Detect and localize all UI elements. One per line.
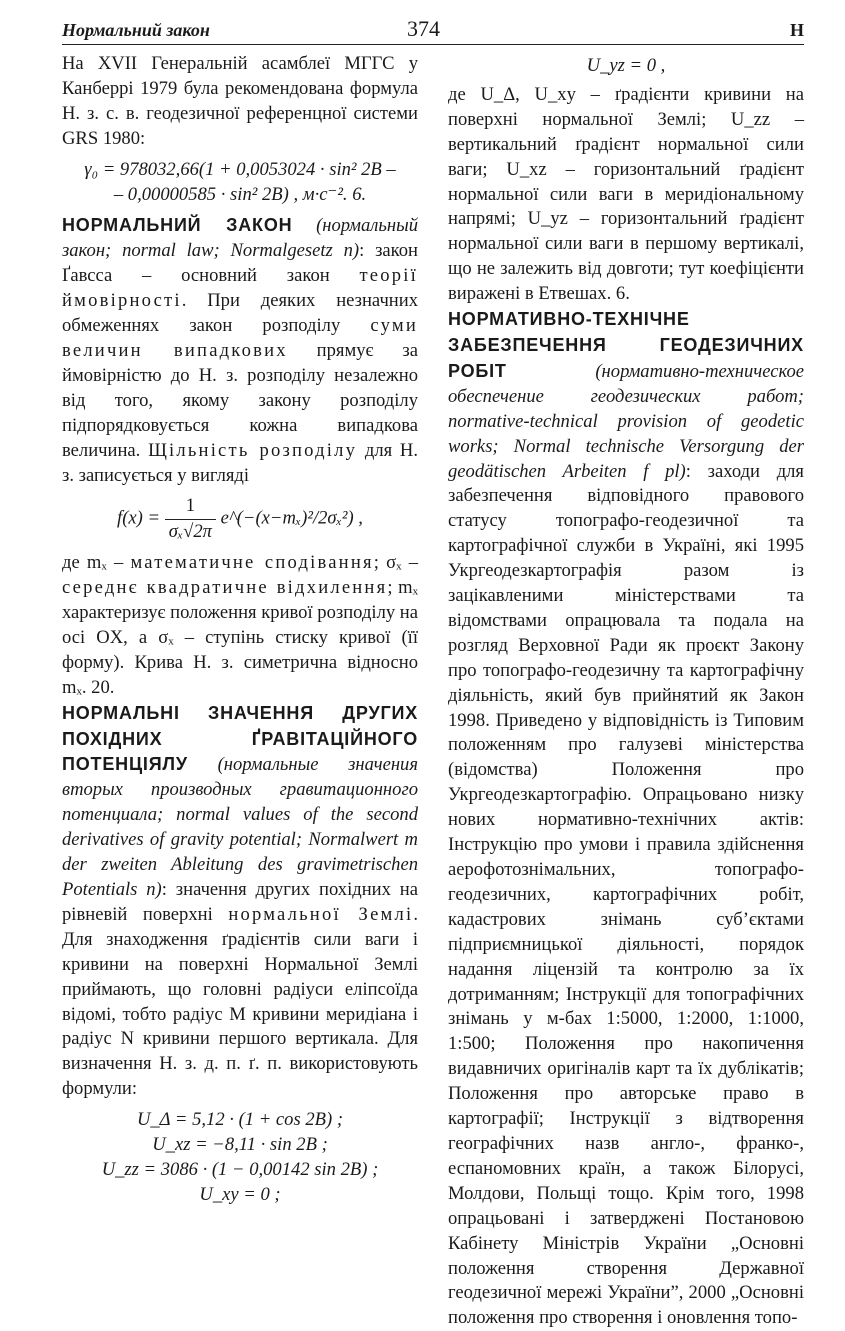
entry-normal-law: [62, 213, 418, 488]
density-formula-lhs: f(x) =: [117, 508, 161, 530]
gravity-formula-line-2: – 0,00000585 · sin² 2B) , м·с⁻². 6.: [113, 183, 367, 205]
fraction-numerator: 1: [165, 494, 216, 520]
density-formula-exponential: e^(−(x−mₓ)²/2σₓ²) ,: [220, 508, 363, 530]
entry-translations: (нормальный закон; normal law; Normalgesetz n): [62, 215, 418, 262]
entry-text: ; σₓ –: [373, 552, 418, 574]
density-formula: [62, 494, 418, 545]
formula-u-delta: U_Δ = 5,12 · (1 + cos 2B) ;: [136, 1109, 344, 1131]
running-header: [62, 14, 804, 45]
entry-term: НОРМАЛЬНИЙ ЗАКОН: [62, 215, 293, 236]
entry-text: . При деяких незначних обмеженнях закон розподілу: [62, 290, 418, 337]
entry-translations: (нормальные значения вторых производных гравитационного потенциала; normal values of the second derivatives of gravity potential; Normalwert m der zweiten Ableitung des gravimetrischen Potentials n): [62, 754, 418, 900]
formula-u-yz: U_yz = 0 ,: [586, 55, 666, 76]
entry-term: НОРМАЛЬНІ ЗНАЧЕННЯ ДРУГИХ ПОХІДНИХ ҐРАВІТАЦІЙНОГО ПОТЕНЦІЯЛУ: [62, 702, 418, 775]
density-fraction: [165, 494, 216, 545]
page-number: 374: [407, 16, 440, 41]
header-letter: Н: [789, 20, 804, 40]
entry-text: . Для знаходження ґрадієнтів сили ваги і кривини на поверхні Нормальної Землі приймають, що головні радіуси еліпсоїда відомі, тобто радіус M кривини меридіана і радіус N кривини першого вертикала. Для визначення Н. з. д. п. ґ. п. використовують формули:: [62, 903, 418, 1100]
entry-term: НОРМАТИВНО-ТЕХНІЧНЕ ЗАБЕЗПЕЧЕННЯ ГЕОДЕЗИЧНИХ РОБІТ: [448, 309, 804, 381]
formula-u-xz: U_xz = −8,11 · sin 2B ;: [152, 1134, 328, 1156]
entry-text: прямує за ймовірністю до Н. з. розподілу незалежно від того, якому закону розподілу підпорядковується кожна випадкова величина.: [62, 339, 419, 461]
gradient-formulas: [62, 1108, 418, 1208]
spaced-term: середнє квадратичне відхилення: [62, 577, 388, 599]
formula-u-zz: U_zz = 3086 · (1 − 0,00142 sin 2B) ;: [101, 1158, 379, 1180]
entry-translations: (нормативно-техническое обеспечение геодезических работ; normative-technical provision of geodetic works; Normal technische Versorgung der geodätischen Arbeiten f pl): [448, 360, 804, 482]
entry-text: : значення других похідних на рівневій поверхні: [62, 879, 418, 925]
entry-second-derivatives: [62, 701, 418, 1103]
gravity-formula-line-1: γ₀ = 978032,66(1 + 0,0053024 · sin² 2B –: [84, 158, 396, 180]
entry-normative-technical: [448, 307, 804, 1331]
spaced-term: Щільність розподілу: [148, 439, 358, 461]
spaced-term: математичне сподівання: [130, 552, 374, 574]
entry-text: : закон Ґавсса – основний закон: [62, 240, 418, 287]
spaced-term: нормальної Землі: [228, 903, 414, 925]
left-column: [62, 52, 418, 1247]
spaced-term: теорії ймовірності: [62, 265, 418, 312]
intro-paragraph: На XVII Генеральній асамблеї МГГС у Канберрі 1979 була рекомендована формула Н. з. с. в. геодезичної референцної системи GRS 1980:: [62, 53, 418, 149]
entry-text: для Н. з. записується у вигляді: [62, 439, 418, 486]
spaced-term: суми величин випадкових: [62, 315, 418, 361]
gradient-explanation: де U_Δ, U_xy – ґрадієнти кривини на поверхні нормальної Землі; U_zz – вертикальний ґрадієнт нормальної сили ваги; U_xz – горизонтальний ґрадієнт нормальної сили ваги в меридіональному напрямі; U_yz – горизонтальний ґрадієнт нормальної сили ваги в першому вертикалі, що не залежить від довготи; тут коефіцієнти виражені в Етвешах. 6.: [448, 83, 804, 305]
gravity-formula: [62, 158, 418, 208]
fraction-denominator: σₓ√2π: [168, 521, 212, 543]
formula-u-xy: U_xy = 0 ;: [199, 1183, 281, 1205]
entry-text: де mₓ –: [62, 552, 124, 574]
header-section-title: Нормальний закон: [62, 20, 210, 40]
entry-text: ; mₓ характеризує положення кривої розподілу на осі OX, а σₓ – ступінь стиску кривої (її форму). Крива Н. з. симетрична відносно mₓ. 20.: [62, 577, 419, 698]
density-explanation: [62, 551, 418, 700]
right-column: [448, 52, 804, 1329]
entry-text: : заходи для забезпечення відповідного правового статусу топографо-геодезичної та картографічної служби в Україні, які 1995 Укргеодезкартографія разом із зацікавленими міністерствами та відомствами опрацювала та подала на розгляд Верховної Ради як проєкт Закону про топографо-геодезичну та картографічну діяльність, який був прийнятий як Закон 1998. Приведено у відповідність із Типовим положенням про галузеві міністерства (відомства) Положення про Укргеодезкартографію. Опрацьовано низку нових нормативно-технічних актів: Інструкцію про умови і правила здійснення аерофотознімальних, топографо-геодезичних, картографічних робіт, кадастрових знімань суб’єктами підприємницької діяльності, порядок надання ліцензій та контролю за їх дотриманням; Інструкції для топографічних знімань у м-бах 1:5000, 1:2000, 1:1000, 1:500; Положення про накопичення видавничих оригіналів карт та їх дублікатів; Положення про авторське право в картографії; Інструкції з відтворення географічних назв англо-, франко-, еспаномовних країн, а також Білорусі, Молдови, Польщі тощо. Крім того, 1998 опрацьовані і затверджені Постановою Кабінету Міністрів України „Основні положення створення Державної геодезичної мережі України”, 2000 „Основні положення про створення і оновлення топо-: [448, 460, 804, 1329]
